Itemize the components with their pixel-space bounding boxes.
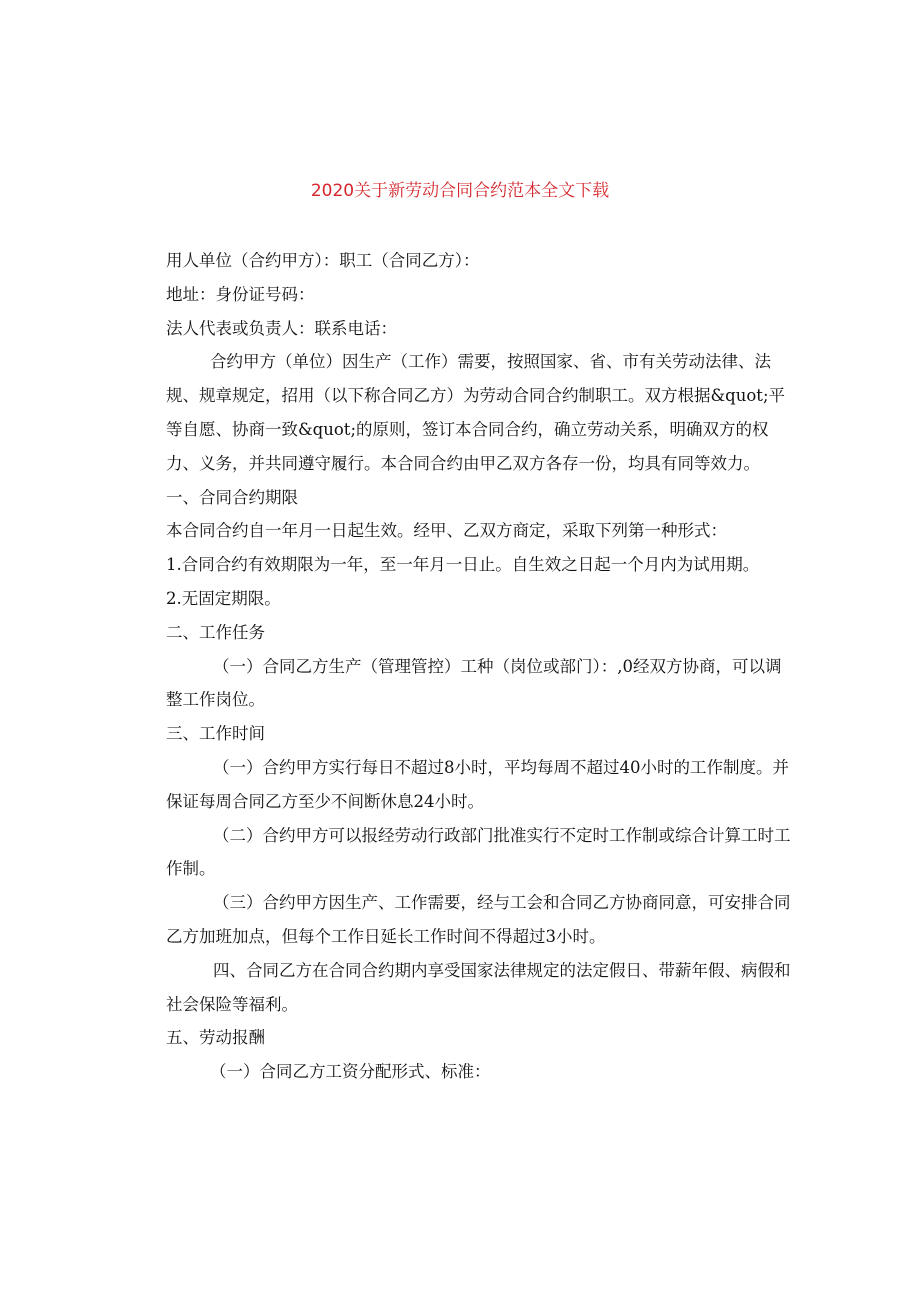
- paragraph-work-time-1: （一）合约甲方实行每日不超过8小时，平均每周不超过40小时的工作制度。并保证每周合同乙方至少不间断休息24小时。: [166, 757, 789, 811]
- paragraph-work-task-1: （一）合同乙方生产（管理管控）工种（岗位或部门）：,0经双方协商，可以调整工作岗位。: [166, 656, 782, 710]
- paragraph-work-time-3: （三）合约甲方因生产、工作需要，经与工会和合同乙方协商同意，可安排合同乙方加班加点，但每个工作日延长工作时间不得超过3小时。: [166, 893, 791, 946]
- paragraph-remuneration-1: （一）合同乙方工资分配形式、标准：: [210, 1062, 491, 1082]
- paragraph-representative-phone: 法人代表或负责人：联系电话：: [166, 318, 397, 338]
- heading-work-time: 三、工作时间: [166, 724, 265, 744]
- paragraph-employer-employee: 用人单位（合约甲方）：职工（合同乙方）：: [166, 251, 480, 270]
- paragraph-term-option-2: 2.无固定期限。: [166, 588, 281, 608]
- heading-contract-term: 一、合同合约期限: [166, 487, 298, 507]
- paragraph-address-id: 地址：身份证号码：: [166, 284, 315, 304]
- paragraph-preamble: 合约甲方（单位）因生产（工作）需要，按照国家、省、市有关劳动法律、法规、规章规定，招用（以下称合同乙方）为劳动合同合约制职工。双方根据&quot;平等自愿、协商一致&quot;的原则，签订本合同合约，确立劳动关系，明确双方的权力、义务，并共同遵守履行。本合同合约由甲乙双方各存一份，均具有同等效力。: [166, 352, 785, 473]
- heading-work-task: 二、工作任务: [166, 622, 265, 642]
- heading-remuneration: 五、劳动报酬: [166, 1028, 265, 1048]
- document-body: [166, 244, 794, 1089]
- paragraph-work-time-2: （二）合约甲方可以报经劳动行政部门批准实行不定时工作制或综合计算工时工作制。: [166, 825, 791, 879]
- paragraph-term-intro: 本合同合约自一年月一日起生效。经甲、乙双方商定，采取下列第一种形式：: [166, 521, 727, 541]
- document-title: 2020关于新劳动合同合约范本全文下载: [310, 181, 610, 201]
- paragraph-holidays-benefits: 四、合同乙方在合同合约期内享受国家法律规定的法定假日、带薪年假、病假和社会保险等福利。: [166, 960, 791, 1014]
- paragraph-term-option-1: 1.合同合约有效期限为一年，至一年月一日止。自生效之日起一个月内为试用期。: [166, 555, 760, 575]
